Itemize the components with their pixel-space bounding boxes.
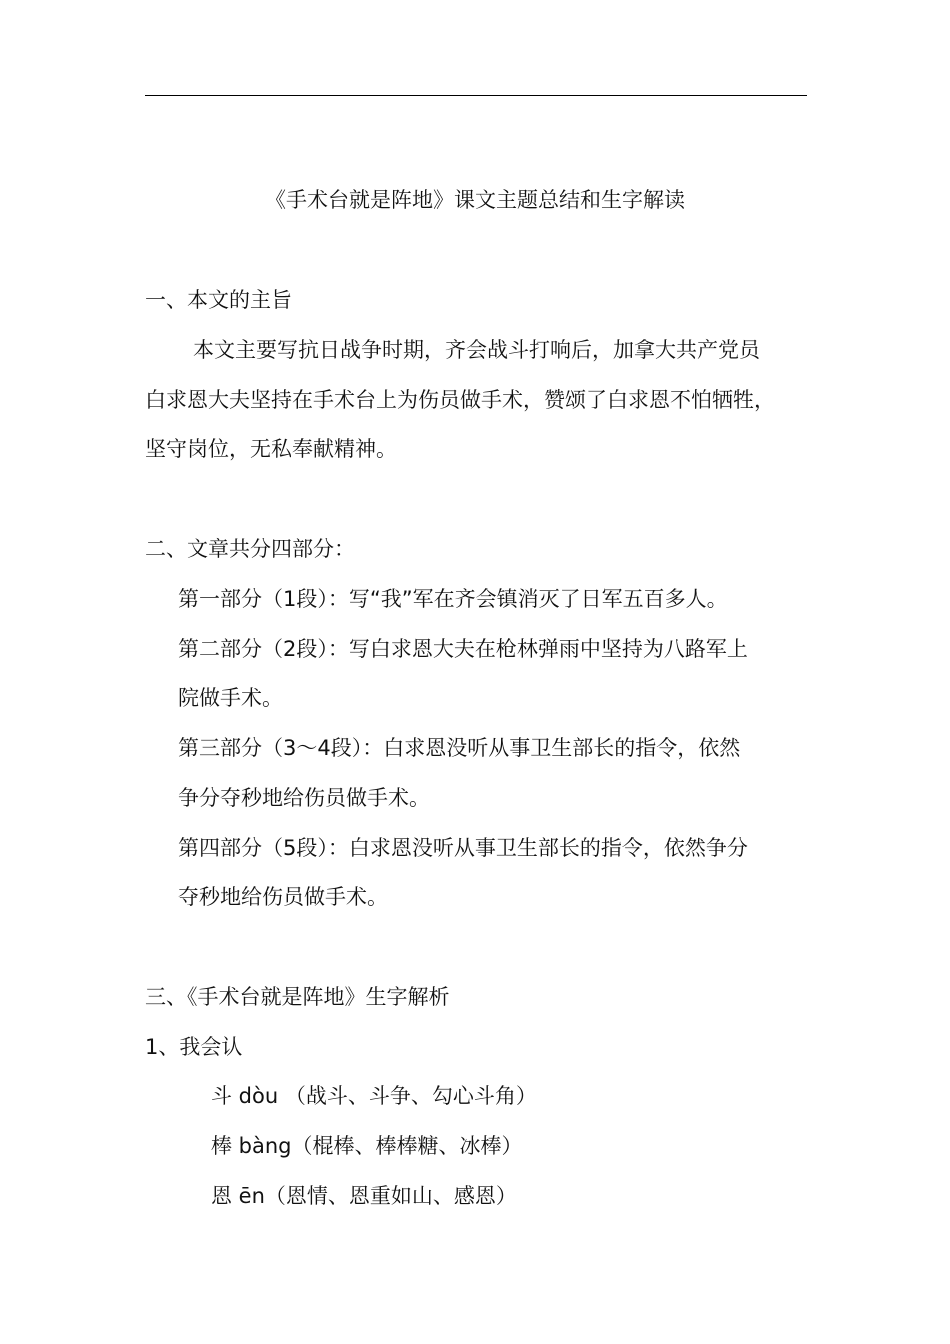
section2-part-line: 第一部分（1段）：写“我”军在齐会镇消灭了日军五百多人。	[178, 587, 728, 611]
section1-heading: 一、本文的主旨	[145, 288, 292, 312]
document-title: 《手术台就是阵地》课文主题总结和生字解读	[265, 188, 685, 212]
section2-part-line: 夺秒地给伤员做手术。	[178, 885, 388, 909]
section1-para-line: 坚守岗位，无私奉献精神。	[145, 437, 397, 461]
char-entry: 棒 bàng（棍棒、棒棒糖、冰棒）	[211, 1134, 523, 1158]
char-entry: 恩 ēn（恩情、恩重如山、感恩）	[211, 1184, 517, 1208]
section2-part-line: 第四部分（5段）：白求恩没听从事卫生部长的指令，依然争分	[178, 836, 748, 860]
section2-part-line: 第二部分（2段）：写白求恩大夫在枪林弹雨中坚持为八路军上	[178, 637, 748, 661]
section2-part-line: 争分夺秒地给伤员做手术。	[178, 786, 430, 810]
section3-subheading: 1、我会认	[145, 1035, 243, 1059]
section2-part-line: 院做手术。	[178, 686, 283, 710]
section2-part-line: 第三部分（3～4段）：白求恩没听从事卫生部长的指令，依然	[178, 736, 741, 760]
section2-heading: 二、文章共分四部分：	[145, 537, 355, 561]
header-rule	[145, 95, 807, 96]
section1-para-line: 白求恩大夫坚持在手术台上为伤员做手术，赞颂了白求恩不怕牺牲，	[145, 388, 775, 412]
section1-para-line: 本文主要写抗日战争时期，齐会战斗打响后，加拿大共产党员	[193, 338, 760, 362]
char-entry: 斗 dòu （战斗、斗争、勾心斗角）	[211, 1084, 537, 1108]
section3-heading: 三、《手术台就是阵地》生字解析	[145, 985, 450, 1009]
